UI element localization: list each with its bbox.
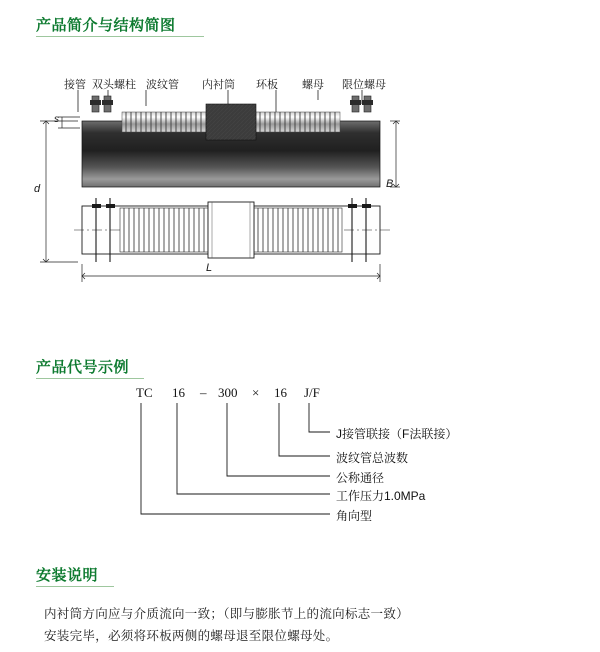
dimension-label-d: d bbox=[34, 183, 41, 195]
code-token-diameter: 300 bbox=[218, 385, 238, 400]
code-desc-wave-count: 波纹管总波数 bbox=[336, 451, 409, 465]
callout-label-limit-nut: 限位螺母 bbox=[342, 79, 386, 91]
section-divider-install bbox=[36, 586, 114, 587]
dimension-label-B: B bbox=[386, 178, 394, 190]
callout-label-bellows: 波纹管 bbox=[146, 79, 179, 91]
dimension-label-L: L bbox=[206, 262, 213, 274]
code-desc-pressure: 工作压力1.0MPa bbox=[336, 489, 426, 503]
section-title-structure: 产品简介与结构简图 bbox=[36, 17, 176, 34]
code-desc-diameter: 公称通径 bbox=[336, 471, 385, 485]
code-token-times: × bbox=[252, 385, 260, 400]
install-line-1: 内衬筒方向应与介质流向一致；（即与膨胀节上的流向标志一致） bbox=[44, 607, 409, 621]
section-title-install: 安装说明 bbox=[36, 567, 99, 584]
code-token-pressure: 16 bbox=[172, 385, 185, 400]
callout-label-connector: 接管 bbox=[64, 79, 86, 91]
dimension-label-s: s bbox=[54, 114, 59, 125]
code-token-dash: – bbox=[200, 385, 207, 400]
install-line-2: 安装完毕，必须将环板两侧的螺母退至限位螺母处。 bbox=[44, 629, 339, 643]
callout-label-ring-plate: 环板 bbox=[256, 79, 278, 91]
code-token-connection: J/F bbox=[304, 385, 320, 400]
section-title-code: 产品代号示例 bbox=[36, 359, 130, 376]
code-desc-connection: J接管联接（F法联接） bbox=[336, 427, 458, 441]
callout-label-stud-bolt: 双头螺柱 bbox=[92, 79, 136, 91]
code-token-type: TC bbox=[136, 385, 153, 400]
code-desc-type: 角向型 bbox=[336, 509, 373, 523]
callout-label-nut: 螺母 bbox=[302, 79, 324, 91]
code-token-wave-count: 16 bbox=[274, 385, 287, 400]
callout-label-liner: 内衬筒 bbox=[202, 79, 235, 91]
